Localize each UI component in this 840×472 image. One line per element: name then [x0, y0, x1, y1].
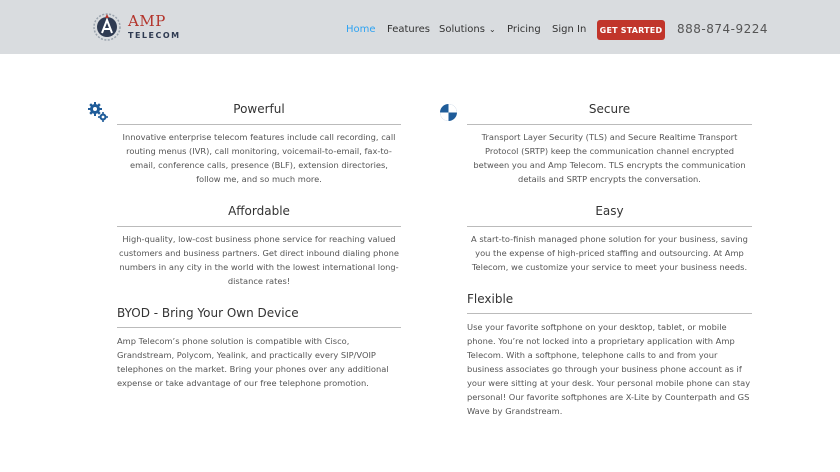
feature-title-affordable: Affordable [228, 204, 290, 218]
feature-title-flexible: Flexible [467, 292, 514, 306]
nav-solutions[interactable] [439, 24, 496, 35]
feature-text-easy: A start-to-finish managed phone solution for your business, saving you the expense of high-priced staffing and outsourcing. At Amp Telecom, we customize your service to meet your business needs. [471, 234, 748, 272]
get-started-button[interactable]: GET STARTED [597, 20, 665, 40]
nav-features[interactable]: Features [387, 24, 430, 35]
feature-text-secure: Transport Layer Security (TLS) and Secure Realtime Transport Protocol (SRTP) keep the communication channel encrypted between you and Amp Telecom. TLS encrypts the communication details and SRTP encrypts the conversation. [473, 132, 746, 184]
divider [467, 313, 752, 314]
nav-solutions-label: Solutions [439, 24, 485, 35]
nav-sign-in[interactable]: Sign In [552, 24, 587, 35]
feature-title-byod: BYOD - Bring Your Own Device [117, 306, 299, 320]
feature-title-secure: Secure [588, 102, 631, 116]
feature-text-affordable: High-quality, low-cost business phone service for reaching valued customers and business partners. Get direct inbound dialing phone numbers in any city in the world with the lowest international long-distance rates! [119, 234, 399, 286]
phone-number[interactable]: 888-874-9224 [677, 22, 769, 36]
feature-title-powerful: Powerful [233, 102, 285, 116]
feature-text-flexible: Use your favorite softphone on your desktop, tablet, or mobile phone. You’re not locked into a proprietary application with Amp Telecom. With a softphone, telephone calls to and from your business associates go through your business phone account as if your were sitting at your desk. Your personal mobile phone can stay personal! Our favorite softphones are X-Lite by Counterpath and GS Wave by Grandstream. [467, 322, 751, 416]
site-header [0, 0, 840, 54]
divider [117, 327, 401, 328]
chevron-down-icon: ⌄ [488, 25, 496, 34]
divider [467, 124, 752, 125]
divider [117, 226, 401, 227]
shield-icon [439, 103, 458, 122]
divider [117, 124, 401, 125]
feature-text-byod: Amp Telecom’s phone solution is compatible with Cisco, Grandstream, Polycom, Yealink, and practically every SIP/VOIP telephones on the market. Bring your phones over any additional expense or take advantage of our free telephone promotion. [117, 336, 389, 388]
amp-logo-icon[interactable] [92, 12, 126, 42]
nav-pricing[interactable]: Pricing [507, 24, 541, 35]
logo-wordmark[interactable]: AMP [128, 12, 166, 30]
feature-text-powerful: Innovative enterprise telecom features include call recording, call routing menus (IVR), call monitoring, voicemail-to-email, fax-to-email, conference calls, presence (BLF), extension directories, follow me, and so much more. [122, 132, 396, 184]
gears-icon [87, 101, 109, 123]
logo-subtitle: TELECOM [128, 31, 181, 40]
divider [467, 226, 752, 227]
nav-home[interactable]: Home [346, 24, 376, 35]
feature-title-easy: Easy [595, 204, 624, 218]
